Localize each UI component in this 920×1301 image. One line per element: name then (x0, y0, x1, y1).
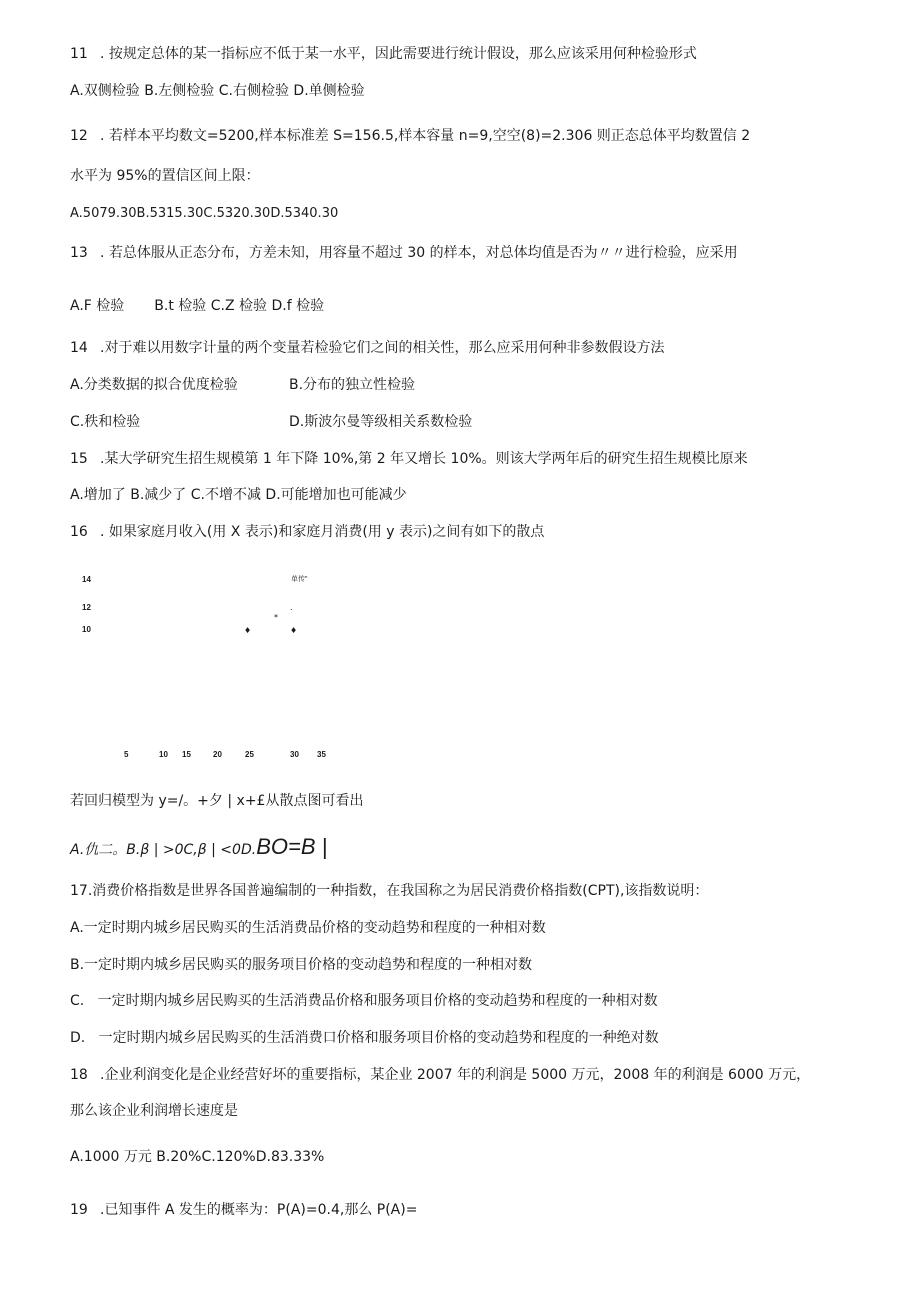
question-number: 12 (70, 128, 88, 144)
y-tick-label: 14 (82, 575, 91, 584)
question-text: .企业利润变化是企业经营好坏的重要指标，某企业 2007 年的利润是 5000 万元，2008 年的利润是 6000 万元， (100, 1067, 811, 1083)
option-d-formula: BO=B | (256, 834, 328, 859)
question-11 (70, 44, 697, 64)
option-a: A.F 检验 (70, 298, 125, 314)
option-c: C.秩和检验 (70, 414, 141, 430)
data-point: . (290, 603, 293, 612)
x-tick-label: 30 (290, 750, 299, 759)
question-15 (70, 449, 748, 469)
question-11-options: A.双侧检验 B.左侧检验 C.右侧检验 D.单侧检验 (70, 83, 365, 99)
question-18-options: A.1000 万元 B.20%C.120%D.83.33% (70, 1149, 325, 1165)
option-c: C. 一定时期内城乡居民购买的生活消费品价格和服务项目价格的变动趋势和程度的一种相对数 (70, 993, 658, 1009)
options-a-c: A.仇二。B.β | >0C,β | <0D. (70, 842, 257, 858)
x-tick-label: 25 (245, 750, 254, 759)
question-12 (70, 126, 750, 146)
question-16 (70, 522, 544, 542)
question-number: 11 (70, 46, 88, 62)
question-text: .已知事件 A 发生的概率为：P(A)=0.4,那么 P(A)= (100, 1202, 418, 1218)
question-number: 18 (70, 1067, 88, 1083)
y-tick-label: 10 (82, 625, 91, 634)
question-15-options: A.增加了 B.减少了 C.不增不减 D.可能增加也可能减少 (70, 487, 407, 503)
question-number: 14 (70, 340, 88, 356)
x-tick-label: 15 (182, 750, 191, 759)
data-point: ♦ (290, 626, 298, 635)
question-12-continued: 水平为 95%的置信区间上限： (70, 168, 260, 184)
question-text: . 如果家庭月收入(用 X 表示)和家庭月消费(用 y 表示)之间有如下的散点 (100, 524, 545, 540)
question-number: 16 (70, 524, 88, 540)
question-number: 15 (70, 451, 88, 467)
option-a: A.分类数据的拟合优度检验 (70, 377, 238, 393)
question-18 (70, 1065, 810, 1085)
question-number: 19 (70, 1202, 88, 1218)
question-text: . 若总体服从正态分布，方差未知，用容量不超过 30 的样本，对总体均值是否为〃〃进行检验，应采用 (100, 245, 738, 261)
option-d: D.斯波尔曼等级相关系数检验 (289, 414, 473, 430)
data-point: * (274, 613, 278, 622)
question-text: .对于难以用数字计量的两个变量若检验它们之间的相关性，那么应采用何种非参数假设方法 (100, 340, 665, 356)
option-d: D. 一定时期内城乡居民购买的生活消费口价格和服务项目价格的变动趋势和程度的一种绝对数 (70, 1030, 659, 1046)
question-14 (70, 338, 664, 358)
y-tick-label: 12 (82, 603, 91, 612)
data-point: ♦ (244, 626, 252, 635)
option-a: A.一定时期内城乡居民购买的生活消费品价格的变动趋势和程度的一种相对数 (70, 920, 546, 936)
option-b: B.分布的独立性检验 (289, 377, 416, 393)
question-13-options (70, 296, 324, 316)
x-tick-label: 5 (124, 750, 129, 759)
question-text: .某大学研究生招生规模第 1 年下降 10%,第 2 年又增长 10%。则该大学两年后的研究生招生规模比原来 (100, 451, 748, 467)
x-tick-label: 20 (213, 750, 222, 759)
x-tick-label: 10 (159, 750, 168, 759)
question-19 (70, 1200, 417, 1220)
question-16-options (70, 833, 327, 864)
question-number: 13 (70, 245, 88, 261)
question-17: 17.消费价格指数是世界各国普遍编制的一种指数，在我国称之为居民消费价格指数(CPT),该指数说明： (70, 883, 709, 899)
x-tick-label: 35 (317, 750, 326, 759)
legend-label: 单传" (291, 576, 308, 583)
question-text: . 按规定总体的某一指标应不低于某一水平，因此需要进行统计假设，那么应该采用何种检验形式 (100, 46, 697, 62)
question-13 (70, 243, 738, 263)
option-b: B.一定时期内城乡居民购买的服务项目价格的变动趋势和程度的一种相对数 (70, 957, 533, 973)
question-12-options: A.5079.30B.5315.30C.5320.30D.5340.30 (70, 206, 339, 221)
question-18-continued: 那么该企业利润增长速度是 (70, 1103, 238, 1119)
question-16-continued: 若回归模型为 y=/。+夕 | x+£从散点图可看出 (70, 793, 364, 809)
options-b-d: B.t 检验 C.Z 检验 D.f 检验 (154, 298, 325, 314)
question-text: . 若样本平均数文=5200,样本标准差 S=156.5,样本容量 n=9,空空(8)=2.306 则正态总体平均数置信 2 (100, 128, 751, 144)
